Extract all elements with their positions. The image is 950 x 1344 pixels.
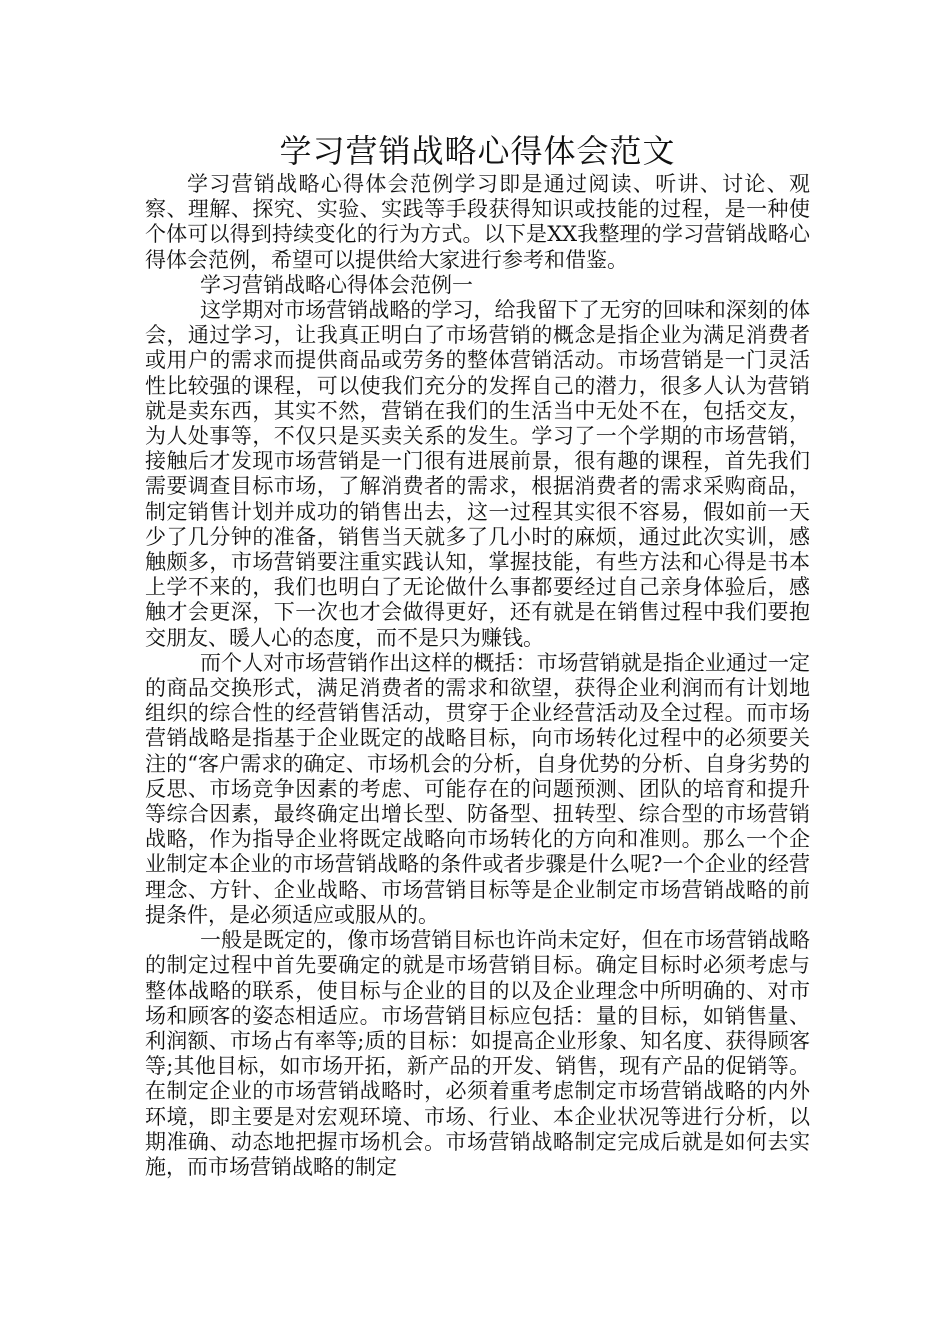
document-body: [145, 130, 810, 1180]
section-heading: 学习营销战略心得体会范例一: [200, 272, 473, 297]
body-paragraph: 这学期对市场营销战略的学习，给我留下了无穷的回味和深刻的体会，通过学习，让我真正明白了市场营销的概念是指企业为满足消费者或用户的需求而提供商品或劳务的整体营销活动。市场营销是一门灵活性比较强的课程，可以使我们充分的发挥自己的潜力，很多人认为营销就是卖东西，其实不然，营销在我们的生活当中无处不在，包括交友，为人处事等，不仅只是买卖关系的发生。学习了一个学期的市场营销，接触后才发现市场营销是一门很有进展前景，很有趣的课程，首先我们需要调查目标市场，了解消费者的需求，根据消费者的需求采购商品，制定销售计划并成功的销售出去，这一过程其实很不容易，假如前一天少了几分钟的准备，销售当天就多了几小时的麻烦，通过此次实训，感触颇多，市场营销要注重实践认知，掌握技能，有些方法和心得是书本上学不来的，我们也明白了无论做什么事都要经过自己亲身体验后，感触才会更深，下一次也才会做得更好，还有就是在销售过程中我们要抱交朋友、暖人心的态度，而不是只为赚钱。: [145, 298, 810, 650]
body-paragraph: 而个人对市场营销作出这样的概括：市场营销就是指企业通过一定的商品交换形式，满足消费者的需求和欲望，获得企业利润而有计划地组织的综合性的经营销售活动，贯穿于企业经营活动及全过程。而市场营销战略是指基于企业既定的战略目标，向市场转化过程中的必须要关注的“客户需求的确定、市场机会的分析，自身优势的分析、自身劣势的反思、市场竞争因素的考虑、可能存在的问题预测、团队的培育和提升等综合因素，最终确定出增长型、防备型、扭转型、综合型的市场营销战略，作为指导企业将既定战略向市场转化的方向和准则。那么一个企业制定本企业的市场营销战略的条件或者步骤是什么呢?一个企业的经营理念、方针、企业战略、市场营销目标等是企业制定市场营销战略的前提条件，是必须适应或服从的。: [145, 650, 810, 927]
body-paragraph: 一般是既定的，像市场营销目标也许尚未定好，但在市场营销战略的制定过程中首先要确定的就是市场营销目标。确定目标时必须考虑与整体战略的联系，使目标与企业的目的以及企业理念中所明确的、对市场和顾客的姿态相适应。市场营销目标应包括：量的目标，如销售量、利润额、市场占有率等;质的目标：如提高企业形象、知名度、获得顾客等;其他目标，如市场开拓，新产品的开发、销售，现有产品的促销等。在制定企业的市场营销战略时，必须着重考虑制定市场营销战略的内外环境，即主要是对宏观环境、市场、行业、本企业状况等进行分析，以期准确、动态地把握市场机会。市场营销战略制定完成后就是如何去实施，而市场营销战略的制定: [145, 928, 810, 1179]
document-title: 学习营销战略心得体会范文: [279, 132, 676, 170]
intro-paragraph: 学习营销战略心得体会范例学习即是通过阅读、听讲、讨论、观察、理解、探究、实验、实践等手段获得知识或技能的过程，是一种使个体可以得到持续变化的行为方式。以下是XX我整理的学习营销战略心得体会范例，希望可以提供给大家进行参考和借鉴。: [145, 172, 810, 272]
